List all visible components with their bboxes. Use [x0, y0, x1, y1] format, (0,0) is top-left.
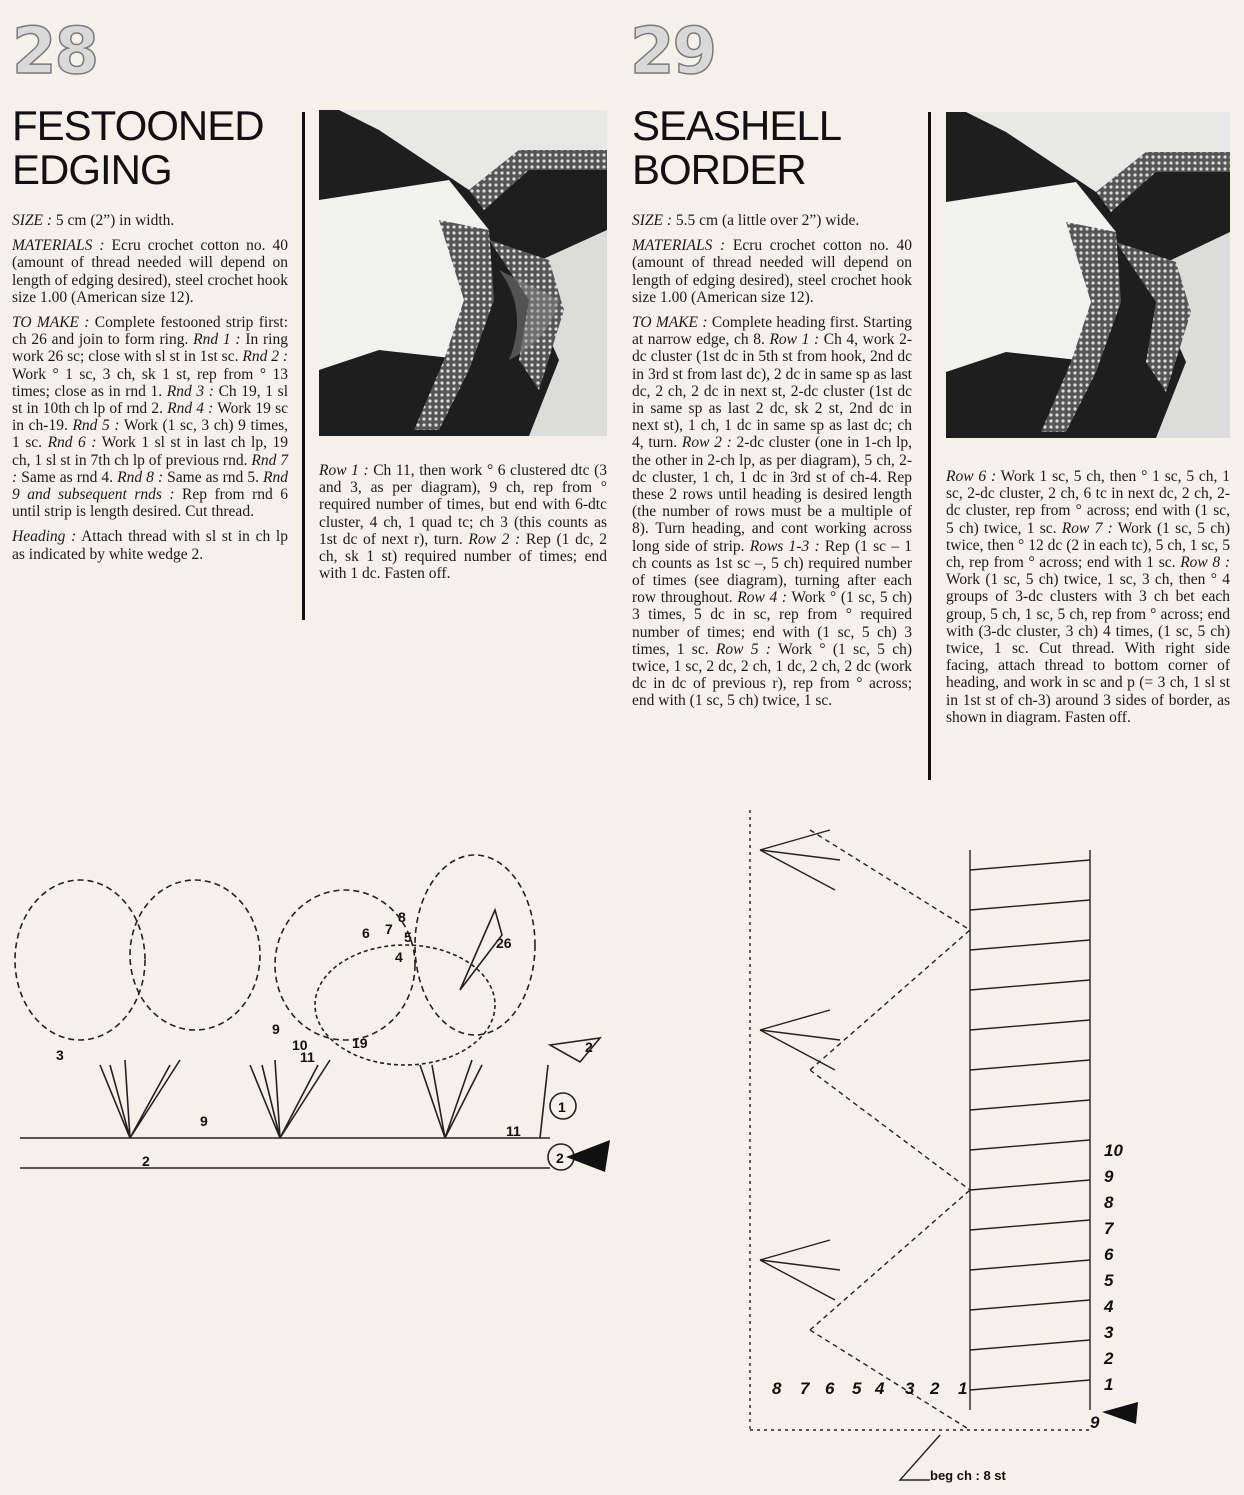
- diagram-label: 11: [506, 1123, 521, 1139]
- text: 5 cm (2”) in width.: [55, 212, 175, 229]
- row-number: 4: [1104, 1297, 1114, 1316]
- label: Row 1 :: [319, 462, 369, 479]
- text: Same as rnd 5.: [167, 468, 259, 486]
- text: Work 1 sc, 5 ch, then ° 1 sc, 5 ch, 1 sc, 2-dc cluster, 2 ch, 6 tc in next dc, 2 ch, 2-dc cluster, rep from ° across; end with (1 sc, 5 ch) twice, 1 sc.: [946, 468, 1230, 537]
- row-number: 2: [1104, 1349, 1114, 1368]
- photo-illustration: [946, 112, 1230, 438]
- bottom-number: 4: [875, 1379, 885, 1398]
- label: Row 1 :: [769, 331, 820, 349]
- diagram-label: 9: [272, 1021, 280, 1037]
- diagram-label: 9: [200, 1113, 208, 1129]
- label: Heading :: [12, 528, 77, 546]
- row-number: 9: [1104, 1167, 1114, 1186]
- diagram-label: 2: [142, 1153, 150, 1169]
- bottom-number: 6: [825, 1379, 835, 1398]
- bottom-number: 7: [800, 1379, 810, 1398]
- text: Same as rnd 4.: [21, 468, 114, 486]
- festooned-edging-diagram: [0, 850, 620, 1190]
- label: TO MAKE :: [12, 314, 90, 332]
- diagram-label: 1: [558, 1099, 566, 1115]
- bottom-number: 5: [852, 1379, 862, 1398]
- diagram-label: 3: [56, 1047, 64, 1063]
- text: Ecru crochet cotton no. 40 (amount of thread needed will depend on length of edging desired), steel crochet hook size 1.00 (American size 12).: [12, 237, 289, 306]
- pattern-number-28: 28: [12, 15, 98, 89]
- label: Row 2 :: [468, 530, 521, 548]
- bottom-number: 2: [930, 1379, 940, 1398]
- text: Work ° (1 sc, 5 ch) 3 times, 5 dc in sc, rep from ° required number of times; end with (1 sc, 5 ch) 3 times, 1 sc.: [632, 589, 913, 658]
- bottom-number: 3: [905, 1379, 915, 1398]
- label: SIZE :: [12, 212, 53, 229]
- label: MATERIALS :: [12, 237, 105, 255]
- label: TO MAKE :: [632, 314, 708, 332]
- pattern-29-instructions: [632, 212, 912, 718]
- row-number: 5: [1104, 1271, 1114, 1290]
- text: 5.5 cm (a little over 2”) wide.: [675, 212, 860, 229]
- label: Rnd 6 :: [47, 434, 97, 452]
- label: Rnd 1 :: [193, 331, 241, 349]
- diagram-label: 6: [362, 925, 370, 941]
- label: Row 2 :: [681, 434, 732, 452]
- row-number: 10: [1104, 1141, 1123, 1160]
- title-line: BORDER: [632, 146, 806, 193]
- text: Work (1 sc, 5 ch) twice, 1 sc, 3 ch, then ° 4 groups of 3-dc clusters with 3 ch bet each group, 5 ch, 1 sc, 5 ch, rep from ° across; end with (3-dc cluster, 3 ch) 4 times, (1 sc, 5 ch) twice, 1 sc. Cut thread. With right side facing, attach thread to bottom corner of heading, and work in sc and p (= 3 ch, 1 sl st in 1st st of ch-3) around 3 sides of border, as shown in diagram. Fasten off.: [946, 571, 1230, 726]
- diagram-label: 2: [585, 1039, 593, 1055]
- label: Rnd 2 :: [242, 348, 289, 366]
- text: Work 19 sc in ch-19.: [12, 400, 288, 435]
- title-line: FESTOONED: [12, 102, 264, 149]
- pattern-number-29: 29: [630, 15, 716, 89]
- row-number: 7: [1104, 1219, 1114, 1238]
- photo-seashell-border: [946, 112, 1230, 438]
- label: Rnd 9 and subsequent rnds :: [12, 468, 289, 504]
- text: Work 1 sl st in last ch lp, 19 ch, 1 sl st in 7th ch lp of previous rnd.: [12, 434, 288, 469]
- text: Complete heading first. Starting at narrow edge, ch 8.: [632, 314, 912, 349]
- label: Row 8 :: [1180, 554, 1230, 572]
- diagram-label: 5: [404, 929, 412, 945]
- label: Rnd 8 :: [117, 468, 164, 486]
- pattern-title-29: [632, 104, 841, 192]
- text: Rep from rnd 6 until strip is length desired. Cut thread.: [12, 486, 288, 521]
- label: Rows 1-3 :: [749, 537, 820, 555]
- pattern-29-instructions-cont: [946, 468, 1230, 734]
- seashell-border-diagram: [720, 790, 1140, 1490]
- diagram-label: 19: [352, 1035, 368, 1051]
- text: Ecru crochet cotton no. 40 (amount of thread needed will depend on length of edging desired), steel crochet hook size 1.00 (American size 12).: [632, 237, 912, 306]
- label: Rnd 7 :: [12, 451, 289, 486]
- pattern-28-instructions: [12, 212, 288, 571]
- text: Ch 4, work 2-dc cluster (1st dc in 5th st from hook, 2nd dc in 3rd st from last dc), 2 dc in same sp as last dc, 2 ch, 2 dc in next st, 2-dc cluster (1st dc in same sp as last 2 dc, sk 2 st, 2nd dc in next st), 1 ch, 1 dc in same sp as last dc; ch 4, turn.: [632, 331, 913, 452]
- diagram-label: 4: [395, 949, 403, 965]
- column-divider: [928, 112, 931, 780]
- text: Complete festooned strip first: ch 26 and join to form ring.: [12, 314, 288, 349]
- diagram-label: 26: [496, 935, 512, 951]
- photo-illustration: [319, 110, 607, 436]
- pattern-28-heading-rows: [319, 462, 607, 590]
- column-divider: [302, 112, 305, 620]
- text: Rep (1 dc, 2 ch, sk 1 st) required number of times; end with 1 dc. Fasten off.: [319, 530, 608, 583]
- label: Row 6 :: [946, 468, 997, 485]
- text: Ch 11, then work ° 6 clustered dtc (3 and 3, as per diagram), 9 ch, rep from ° required number of times, but end with 6-dtc cluster, 4 ch, 1 quad tc; ch 3 (this counts as 1st dc of next r), turn.: [319, 462, 607, 548]
- start-marker: 9: [1090, 1413, 1100, 1432]
- text: Attach thread with sl st in ch lp as indicated by white wedge 2.: [12, 528, 288, 563]
- bottom-number: 1: [958, 1379, 968, 1398]
- text: Work (1 sc, 5 ch) twice, then ° 12 dc (2 in each tc), 5 ch, 1 sc, 5 ch, rep from ° across; end with 1 sc.: [946, 519, 1230, 572]
- diagram-label: 11: [300, 1049, 315, 1065]
- diagram-label: 2: [556, 1150, 564, 1166]
- diagram-label: 10: [292, 1037, 308, 1053]
- label: MATERIALS :: [632, 237, 726, 255]
- text: Work (1 sc, 3 ch) 9 times, 1 sc.: [12, 417, 288, 452]
- beg-ch-label: beg ch : 8 st: [930, 1468, 1006, 1483]
- label: Row 7 :: [1061, 519, 1113, 537]
- row-number: 3: [1104, 1323, 1114, 1342]
- title-line: EDGING: [12, 146, 172, 193]
- title-line: SEASHELL: [632, 102, 842, 149]
- pattern-title-28: [12, 104, 264, 192]
- label: SIZE :: [632, 212, 673, 229]
- bottom-number: 8: [772, 1379, 782, 1398]
- row-number: 8: [1104, 1193, 1114, 1212]
- text: Work ° (1 sc, 5 ch) twice, 1 sc, 2 dc, 2 ch, 1 dc, 2 ch, 2 dc (work dc in dc of previous r), rep from ° across; end with (1 sc, 5 ch) twice, 1 sc.: [632, 640, 913, 710]
- text: Rep (1 sc – 1 ch counts as 1st sc –, 5 ch) required number of times (see diagram), turning after each row throughout.: [632, 537, 912, 607]
- label: Row 4 :: [737, 589, 788, 607]
- label: Rnd 5 :: [72, 417, 120, 435]
- row-number: 1: [1104, 1375, 1114, 1394]
- text: Work ° 1 sc, 3 ch, sk 1 st, rep from ° 13 times; close as in rnd 1.: [12, 365, 288, 400]
- label: Row 5 :: [715, 640, 771, 658]
- text: 2-dc cluster (one in 1-ch lp, the other in 2-ch lp, as per diagram), 5 ch, 2-dc cluster, 1 ch, 1 dc in 3rd st of ch-4. Rep these 2 rows until heading is desired length (the number of rows must be a multiple of 8). Turn heading, and cont working across long side of strip.: [632, 434, 913, 555]
- label: Rnd 4 :: [167, 400, 214, 418]
- photo-festooned-edging: [319, 110, 607, 436]
- label: Rnd 3 :: [166, 382, 214, 400]
- row-number: 6: [1104, 1245, 1114, 1264]
- text: Ch 19, 1 sl st in 10th ch lp of rnd 2.: [12, 382, 289, 418]
- text: In ring work 26 sc; close with sl st in 1st sc.: [12, 331, 288, 366]
- diagram-label: 8: [398, 909, 406, 925]
- diagram-label: 7: [385, 921, 393, 937]
